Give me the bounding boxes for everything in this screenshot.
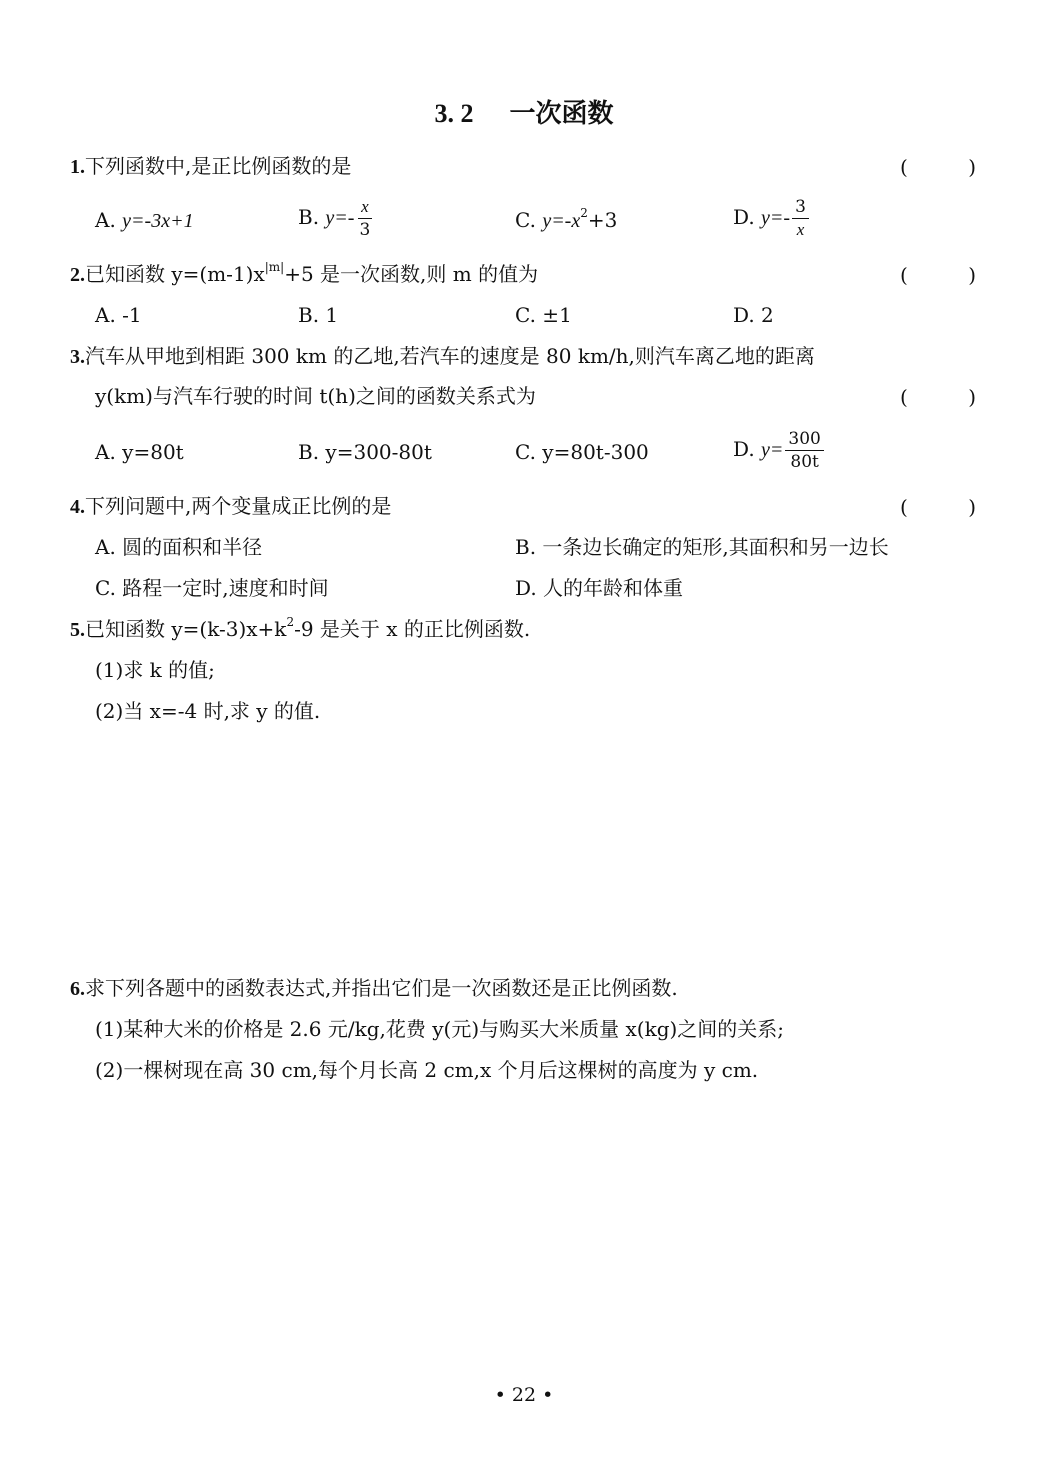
option-d: D. y= $\frac{300}{80t}$: [733, 429, 824, 472]
question-1-stem: [70, 153, 351, 180]
option-a: A. y=-3x+1: [95, 208, 194, 232]
option-d: D. y=- $\frac{3}{x}$: [733, 197, 809, 240]
option-d: D. 2: [733, 303, 774, 327]
option-a: A. y=80t: [95, 440, 184, 464]
sub-question-1: (1)求 k 的值;: [95, 658, 215, 682]
fraction: $\frac{3}{x}$: [792, 197, 809, 240]
question-text: 下列函数中,是正比例函数的是: [85, 154, 352, 178]
question-3-stem: 3.汽车从甲地到相距 300 km 的乙地,若汽车的速度是 80 km/h,则汽车离乙地的距离: [70, 344, 815, 368]
option-a: A. 圆的面积和半径: [95, 535, 263, 559]
option-b: B. 1: [298, 303, 339, 327]
option-b: B. y=- $\frac{x}{3}$: [298, 197, 373, 240]
option-c: C. ±1: [515, 303, 572, 327]
page-number: • 22 •: [494, 1384, 554, 1406]
option-b: B. 一条边长确定的矩形,其面积和另一边长: [515, 535, 889, 559]
section-number: 3. 2: [434, 99, 474, 128]
question-3-stem-line2: y(km)与汽车行驶的时间 t(h)之间的函数关系式为: [95, 384, 536, 408]
answer-blank[interactable]: ( ): [900, 495, 976, 519]
sub-question-2: (2)当 x=-4 时,求 y 的值.: [95, 699, 321, 723]
question-2-stem: 2.已知函数 $y=(m-1)x^{|m|}+5$ 是一次函数,则 m 的值为: [70, 260, 539, 286]
section-title: [0, 93, 1048, 130]
answer-blank[interactable]: ( ): [900, 155, 976, 179]
fraction: $\frac{x}{3}$: [359, 197, 371, 240]
fraction: $\frac{300}{80t}$: [785, 429, 823, 472]
option-c: C. 路程一定时,速度和时间: [95, 576, 329, 600]
option-b: B. y=300-80t: [298, 440, 432, 464]
option-c: C. $y=-x^2+3$: [515, 206, 618, 232]
sub-question-1: (1)某种大米的价格是 2.6 元/kg,花费 y(元)与购买大米质量 x(kg)之间的关系;: [95, 1017, 785, 1041]
question-6-stem: 6.求下列各题中的函数表达式,并指出它们是一次函数还是正比例函数.: [70, 976, 678, 1000]
question-number: 1.: [70, 156, 85, 178]
option-a: A. -1: [95, 303, 142, 327]
option-d: D. 人的年龄和体重: [515, 576, 684, 600]
answer-blank[interactable]: ( ): [900, 385, 976, 409]
question-4-stem: 4.下列问题中,两个变量成正比例的是: [70, 494, 392, 518]
answer-blank[interactable]: ( ): [900, 263, 976, 287]
option-c: C. y=80t-300: [515, 440, 649, 464]
question-5-stem: 5.已知函数 $y=(k-3)x+k^2-9$ 是关于 x 的正比例函数.: [70, 615, 531, 641]
section-name: 一次函数: [509, 99, 614, 129]
sub-question-2: (2)一棵树现在高 30 cm,每个月长高 2 cm,x 个月后这棵树的高度为 y cm.: [95, 1058, 759, 1082]
